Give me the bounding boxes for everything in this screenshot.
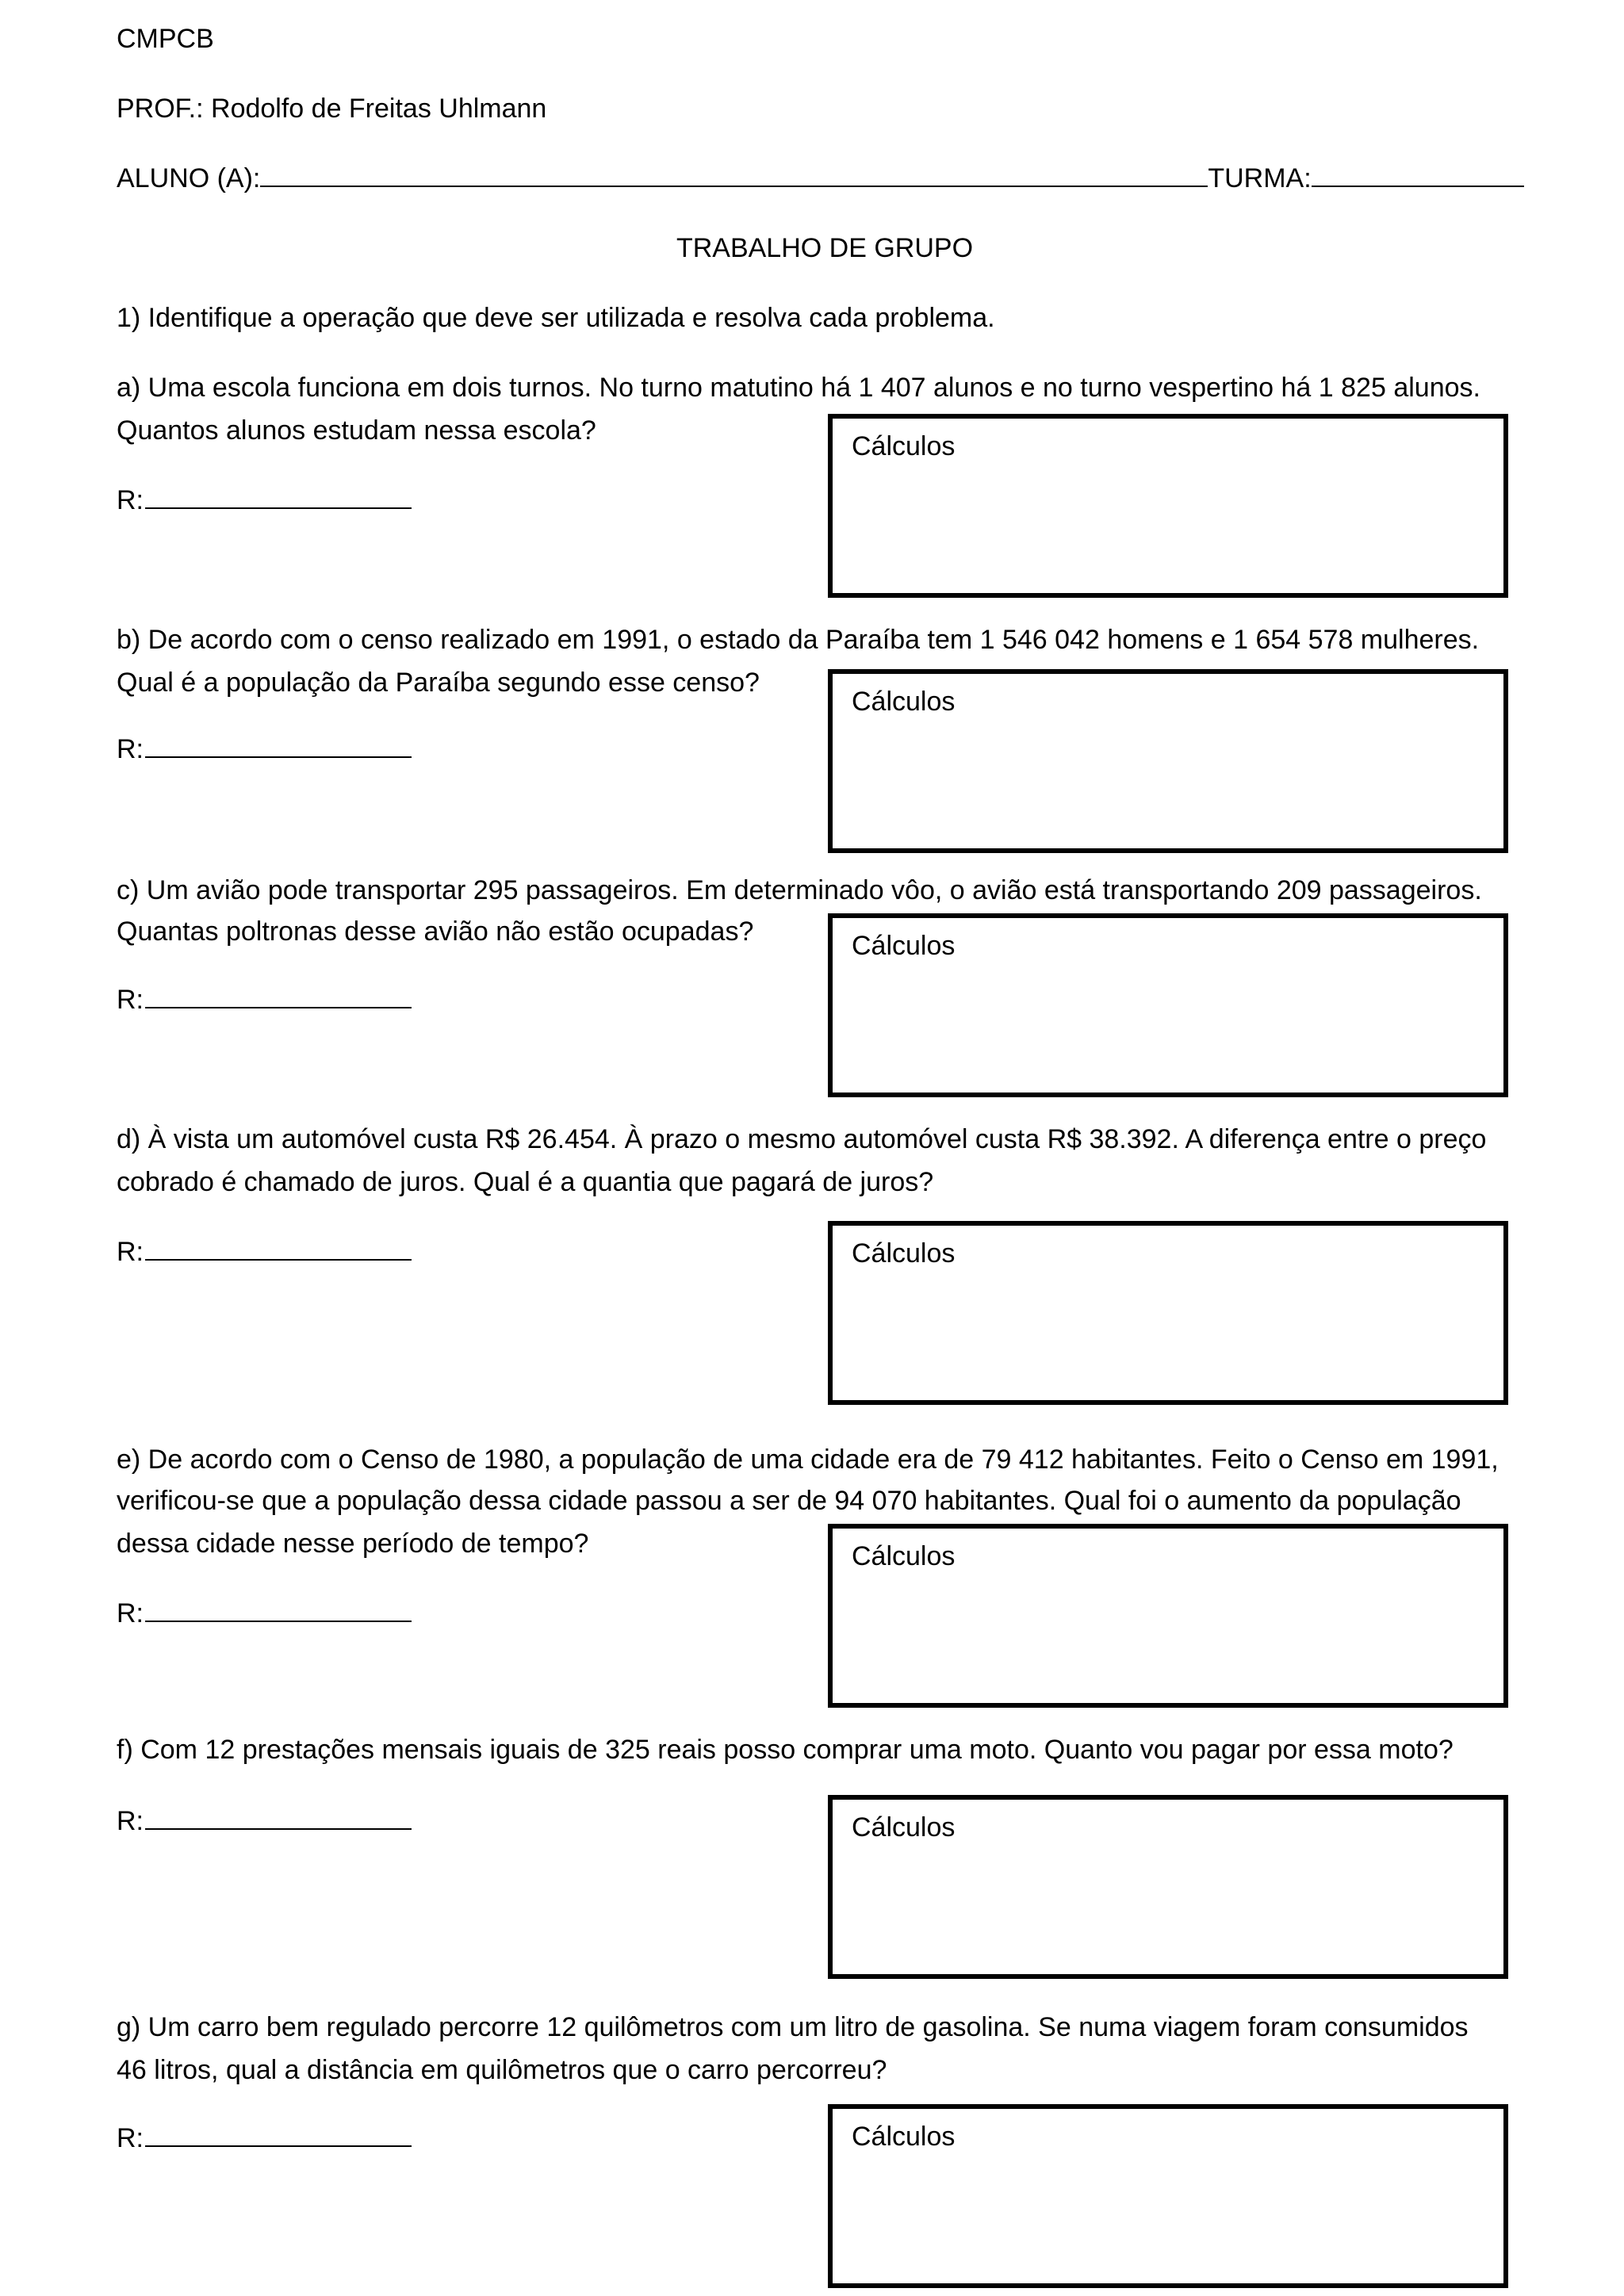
answer-b-field[interactable] <box>145 733 412 758</box>
calc-label: Cálculos <box>852 2122 956 2152</box>
answer-label: R: <box>117 1806 144 1836</box>
question-e-line3: dessa cidade nesse período de tempo? <box>117 1529 589 1559</box>
student-name-field[interactable] <box>260 162 1208 187</box>
question-b-line2: Qual é a população da Paraíba segundo esse censo? <box>117 668 760 698</box>
calc-box-e[interactable] <box>828 1524 1508 1708</box>
calc-label: Cálculos <box>852 687 956 717</box>
question-d-line1: d) À vista um automóvel custa R$ 26.454. À prazo o mesmo automóvel custa R$ 38.392. A diferença entre o preço <box>117 1124 1487 1154</box>
calc-label: Cálculos <box>852 431 956 461</box>
student-label: ALUNO (A): <box>117 163 261 193</box>
question-d-line2: cobrado é chamado de juros. Qual é a quantia que pagará de juros? <box>117 1167 934 1197</box>
school-name: CMPCB <box>117 24 214 54</box>
answer-e <box>117 1592 412 1635</box>
answer-c <box>117 978 412 1021</box>
student-class-line <box>117 157 1524 200</box>
page-title: TRABALHO DE GRUPO <box>676 233 974 263</box>
class-label: TURMA: <box>1208 163 1312 193</box>
answer-a <box>117 479 412 522</box>
calc-box-g[interactable] <box>828 2104 1508 2288</box>
answer-f-field[interactable] <box>145 1804 412 1830</box>
question-e-line1: e) De acordo com o Censo de 1980, a população de uma cidade era de 79 412 habitantes. Feito o Censo em 1991, <box>117 1445 1499 1475</box>
question-g-line2: 46 litros, qual a distância em quilômetros que o carro percorreu? <box>117 2055 887 2085</box>
calc-label: Cálculos <box>852 1541 956 1571</box>
question-c-line2: Quantas poltronas desse avião não estão ocupadas? <box>117 916 754 947</box>
answer-label: R: <box>117 485 144 515</box>
question-a-line1: a) Uma escola funciona em dois turnos. No turno matutino há 1 407 alunos e no turno vespertino há 1 825 alunos. <box>117 373 1480 403</box>
question-g-line1: g) Um carro bem regulado percorre 12 quilômetros com um litro de gasolina. Se numa viagem foram consumidos <box>117 2012 1469 2042</box>
answer-label: R: <box>117 2123 144 2153</box>
question-a-line2: Quantos alunos estudam nessa escola? <box>117 415 596 446</box>
instruction-text: 1) Identifique a operação que deve ser utilizada e resolva cada problema. <box>117 303 995 333</box>
professor-name: PROF.: Rodolfo de Freitas Uhlmann <box>117 94 547 124</box>
calc-box-a[interactable] <box>828 414 1508 598</box>
question-c-line1: c) Um avião pode transportar 295 passageiros. Em determinado vôo, o avião está transportando 209 passageiros. <box>117 875 1482 905</box>
calc-label: Cálculos <box>852 1812 956 1843</box>
answer-g <box>117 2117 412 2160</box>
answer-d-field[interactable] <box>145 1235 412 1261</box>
answer-c-field[interactable] <box>145 983 412 1008</box>
answer-label: R: <box>117 1598 144 1628</box>
calc-label: Cálculos <box>852 931 956 961</box>
answer-e-field[interactable] <box>145 1597 412 1622</box>
answer-label: R: <box>117 985 144 1015</box>
question-e-line2: verificou-se que a população dessa cidade passou a ser de 94 070 habitantes. Qual foi o aumento da população <box>117 1486 1461 1516</box>
answer-a-field[interactable] <box>145 484 412 509</box>
question-f-line1: f) Com 12 prestações mensais iguais de 325 reais posso comprar uma moto. Quanto vou pagar por essa moto? <box>117 1735 1454 1765</box>
answer-d <box>117 1230 412 1273</box>
calc-box-d[interactable] <box>828 1221 1508 1405</box>
question-b-line1: b) De acordo com o censo realizado em 1991, o estado da Paraíba tem 1 546 042 homens e 1 654 578 mulheres. <box>117 625 1480 655</box>
answer-g-field[interactable] <box>145 2122 412 2147</box>
calc-box-b[interactable] <box>828 669 1508 853</box>
answer-b <box>117 728 412 771</box>
answer-f <box>117 1800 412 1843</box>
calc-label: Cálculos <box>852 1238 956 1269</box>
answer-label: R: <box>117 1237 144 1267</box>
class-field[interactable] <box>1312 162 1524 187</box>
calc-box-f[interactable] <box>828 1795 1508 1979</box>
calc-box-c[interactable] <box>828 913 1508 1097</box>
answer-label: R: <box>117 734 144 764</box>
